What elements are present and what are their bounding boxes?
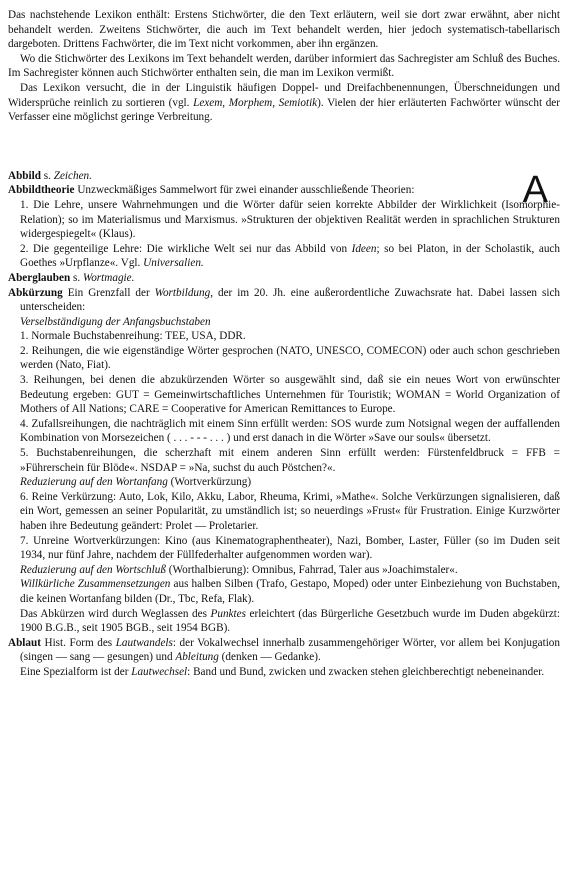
intro-text: ). Vielen der hier erläuterten Fachwörter wünscht der Verfasser eine möglichst geringe Verbreitung. xyxy=(8,96,560,124)
entry-text: (Worthalbierung): Omnibus, Fahrrad, Taler aus »Joachimstaler«. xyxy=(165,563,458,576)
subsection-paragraph xyxy=(8,577,560,606)
list-item: 4. Zufallsreihungen, die nachträglich mit einem Sinn erfüllt werden: SOS wurde zum Notsignal wegen der auffallenden Kombination von Morsezeichen ( . . . - - - . . . ) und erst danach in die Wörter »Save our souls« übersetzt. xyxy=(20,417,560,445)
cross-reference: Lexem, Morphem, Semiotik xyxy=(193,96,318,109)
cross-reference: Zeichen. xyxy=(53,169,92,182)
subsection-paragraph xyxy=(8,607,560,636)
subsection-paragraph xyxy=(8,563,560,578)
subsection-title: Reduzierung auf den Wortanfang xyxy=(20,476,168,489)
entry-text: Ein Grenzfall der xyxy=(62,286,155,299)
entry-abkuerzung xyxy=(8,286,560,636)
entry-text: Unzweckmäßiges Sammelwort für zwei einander ausschließende Theorien: xyxy=(74,184,415,197)
cross-reference: Wortmagie. xyxy=(82,271,135,284)
entry-text: : der Vokalwechsel innerhalb zusammengehöriger Wörter, vor allem bei Konjugation (singen — sang — gesungen) und xyxy=(20,636,560,664)
list-item: 1. Die Lehre, unsere Wahrnehmungen und die Wörter dafür seien korrekte Abbilder der Wirklichkeit (Isomorphie-Relation); so im Materialismus und Marxismus. »Strukturen der objektiven Realität werden in sprachlichen Strukturen widergespiegelt« (Klaus). xyxy=(20,198,560,241)
lexicon-entries xyxy=(8,169,560,680)
cross-reference: Universalien. xyxy=(143,257,204,270)
intro-paragraph-2: Wo die Stichwörter des Lexikons im Text behandelt werden, darüber informiert das Sachregister am Schluß des Buches. Im Sachregister können auch Stichwörter enthalten sein, die man im Lexikon vermißt. xyxy=(8,52,560,80)
headword: Abbildtheorie xyxy=(8,184,75,197)
entry-text: 2. Die gegenteilige Lehre: Die wirkliche Welt sei nur das Abbild von xyxy=(20,242,352,255)
cross-reference: Lautwandels xyxy=(115,636,173,649)
cross-reference: Ideen xyxy=(351,242,377,255)
entry-text: : Band und Bund, zwicken und zwacken stehen gleichberechtigt nebeneinander. xyxy=(187,665,545,678)
entry-text: s. xyxy=(40,169,54,182)
entry-abbildtheorie xyxy=(8,183,560,271)
headword: Ablaut xyxy=(8,636,41,649)
list-item: 6. Reine Verkürzung: Auto, Lok, Kilo, Akku, Labor, Rheuma, Krimi, »Mathe«. Solche Verkürzungen signalisieren, daß ein Wort, gemessen an seiner Popularität, zu umständlich ist; so neuerdings »Frust« für Frustration. Einige Kurzwörter haben ihre Bedeutung geändert: Prolet — Proletarier. xyxy=(20,490,560,532)
entry-ablaut xyxy=(8,636,560,680)
entry-text: Hist. Form des xyxy=(40,636,116,649)
list-item xyxy=(8,242,560,271)
intro-text: Das Lexikon versucht, die in der Linguistik häufigen Doppel- und Dreifachbenennungen, Überschneidungen und Widersprüche reinlich zu sortieren (vgl. xyxy=(8,81,560,109)
cross-reference: Wortbildung xyxy=(154,286,211,299)
cross-reference: Punktes xyxy=(210,607,246,620)
entry-text: , der im 20. Jh. eine außerordentliche Zuwachsrate hat. Dabei lassen sich unterscheiden: xyxy=(20,286,561,314)
entry-text: (Wortverkürzung) xyxy=(167,476,252,489)
list-item: 5. Buchstabenreihungen, die scherzhaft mit einem anderen Sinn erfüllt werden: Fürstenfeldbruck = FFB = »Führerschein für Blöde«. NSDAP = »Na, suchst du auch Pöstchen?«. xyxy=(20,447,560,474)
entry-abbild xyxy=(8,169,560,184)
entry-text: Das Abkürzen wird durch Weglassen des xyxy=(20,607,211,620)
list-item: 2. Reihungen, die wie eigenständige Wörter gesprochen (NATO, UNESCO, COMECON) oder auch schon geschrieben werden (Nato, Fiat). xyxy=(20,344,560,372)
entry-text: Eine Spezialform ist der xyxy=(20,665,132,678)
entry-aberglauben xyxy=(8,271,560,286)
subsection-paragraph xyxy=(8,665,560,680)
cross-reference: Lautwechsel xyxy=(131,665,188,678)
subsection-title: Reduzierung auf den Wortschluß xyxy=(20,563,166,576)
section-letter: A xyxy=(522,169,548,211)
entry-text: erleichtert (das Bürgerliche Gesetzbuch wurde im Duden abgekürzt: 1900 B.G.B., seit 1905 BGB., seit 1954 BGB). xyxy=(20,607,560,635)
entry-text: (denken — Gedanke). xyxy=(218,651,321,664)
entry-text: ; so bei Platon, in der Scholastik, auch Goethes »Urpflanze«. Vgl. xyxy=(20,242,560,270)
intro-paragraph-1: Das nachstehende Lexikon enthält: Erstens Stichwörter, die den Text erläutern, weil sie dort zwar erwähnt, aber nicht behandelt werden. Zweitens Stichwörter, die auch im Text behandelt werden, hier jedoch systematisch-tabellarisch dargeboten. Drittens Fachwörter, die im Text nicht vorkommen, aber ihn ergänzen. xyxy=(8,9,560,51)
list-item: 3. Reihungen, bei denen die abzukürzenden Wörter so ausgewählt sind, daß sie ein neues Wort von erwünschter Bedeutung ergeben: GUT = Gemeinwirtschaftliches Unternehmen für Touristik; WOMAN = World Organization of Mothers of All Nations; CARE = Cooperative for American Remittances to Europe. xyxy=(20,374,560,416)
entry-text: aus halben Silben (Trafo, Gestapo, Moped) oder unter Einbeziehung von Buchstaben, die keinen Wortanfang bilden (Dr., Tbc, Refa, Flak). xyxy=(20,578,560,605)
subsection-heading xyxy=(8,475,560,490)
subsection-heading: Verselbständigung der Anfangsbuchstaben xyxy=(20,315,211,328)
list-item: 1. Normale Buchstabenreihung: TEE, USA, DDR. xyxy=(20,330,246,343)
entry-text: s. xyxy=(70,271,83,284)
list-item: 7. Unreine Wortverkürzungen: Kino (aus Kinematographentheater), Nazi, Bomber, Laster, Füller (so im Duden seit 1934, nur fünf Jahre, nachdem der Füllfederhalter aufgenommen worden war). xyxy=(20,534,560,562)
headword: Abbild xyxy=(8,169,41,182)
subsection-title: Willkürliche Zusammensetzungen xyxy=(20,578,171,591)
headword: Abkürzung xyxy=(8,286,63,299)
headword: Aberglauben xyxy=(8,271,71,284)
cross-reference: Ableitung xyxy=(175,651,219,664)
intro-paragraph-3 xyxy=(8,81,560,125)
introduction xyxy=(8,8,560,125)
